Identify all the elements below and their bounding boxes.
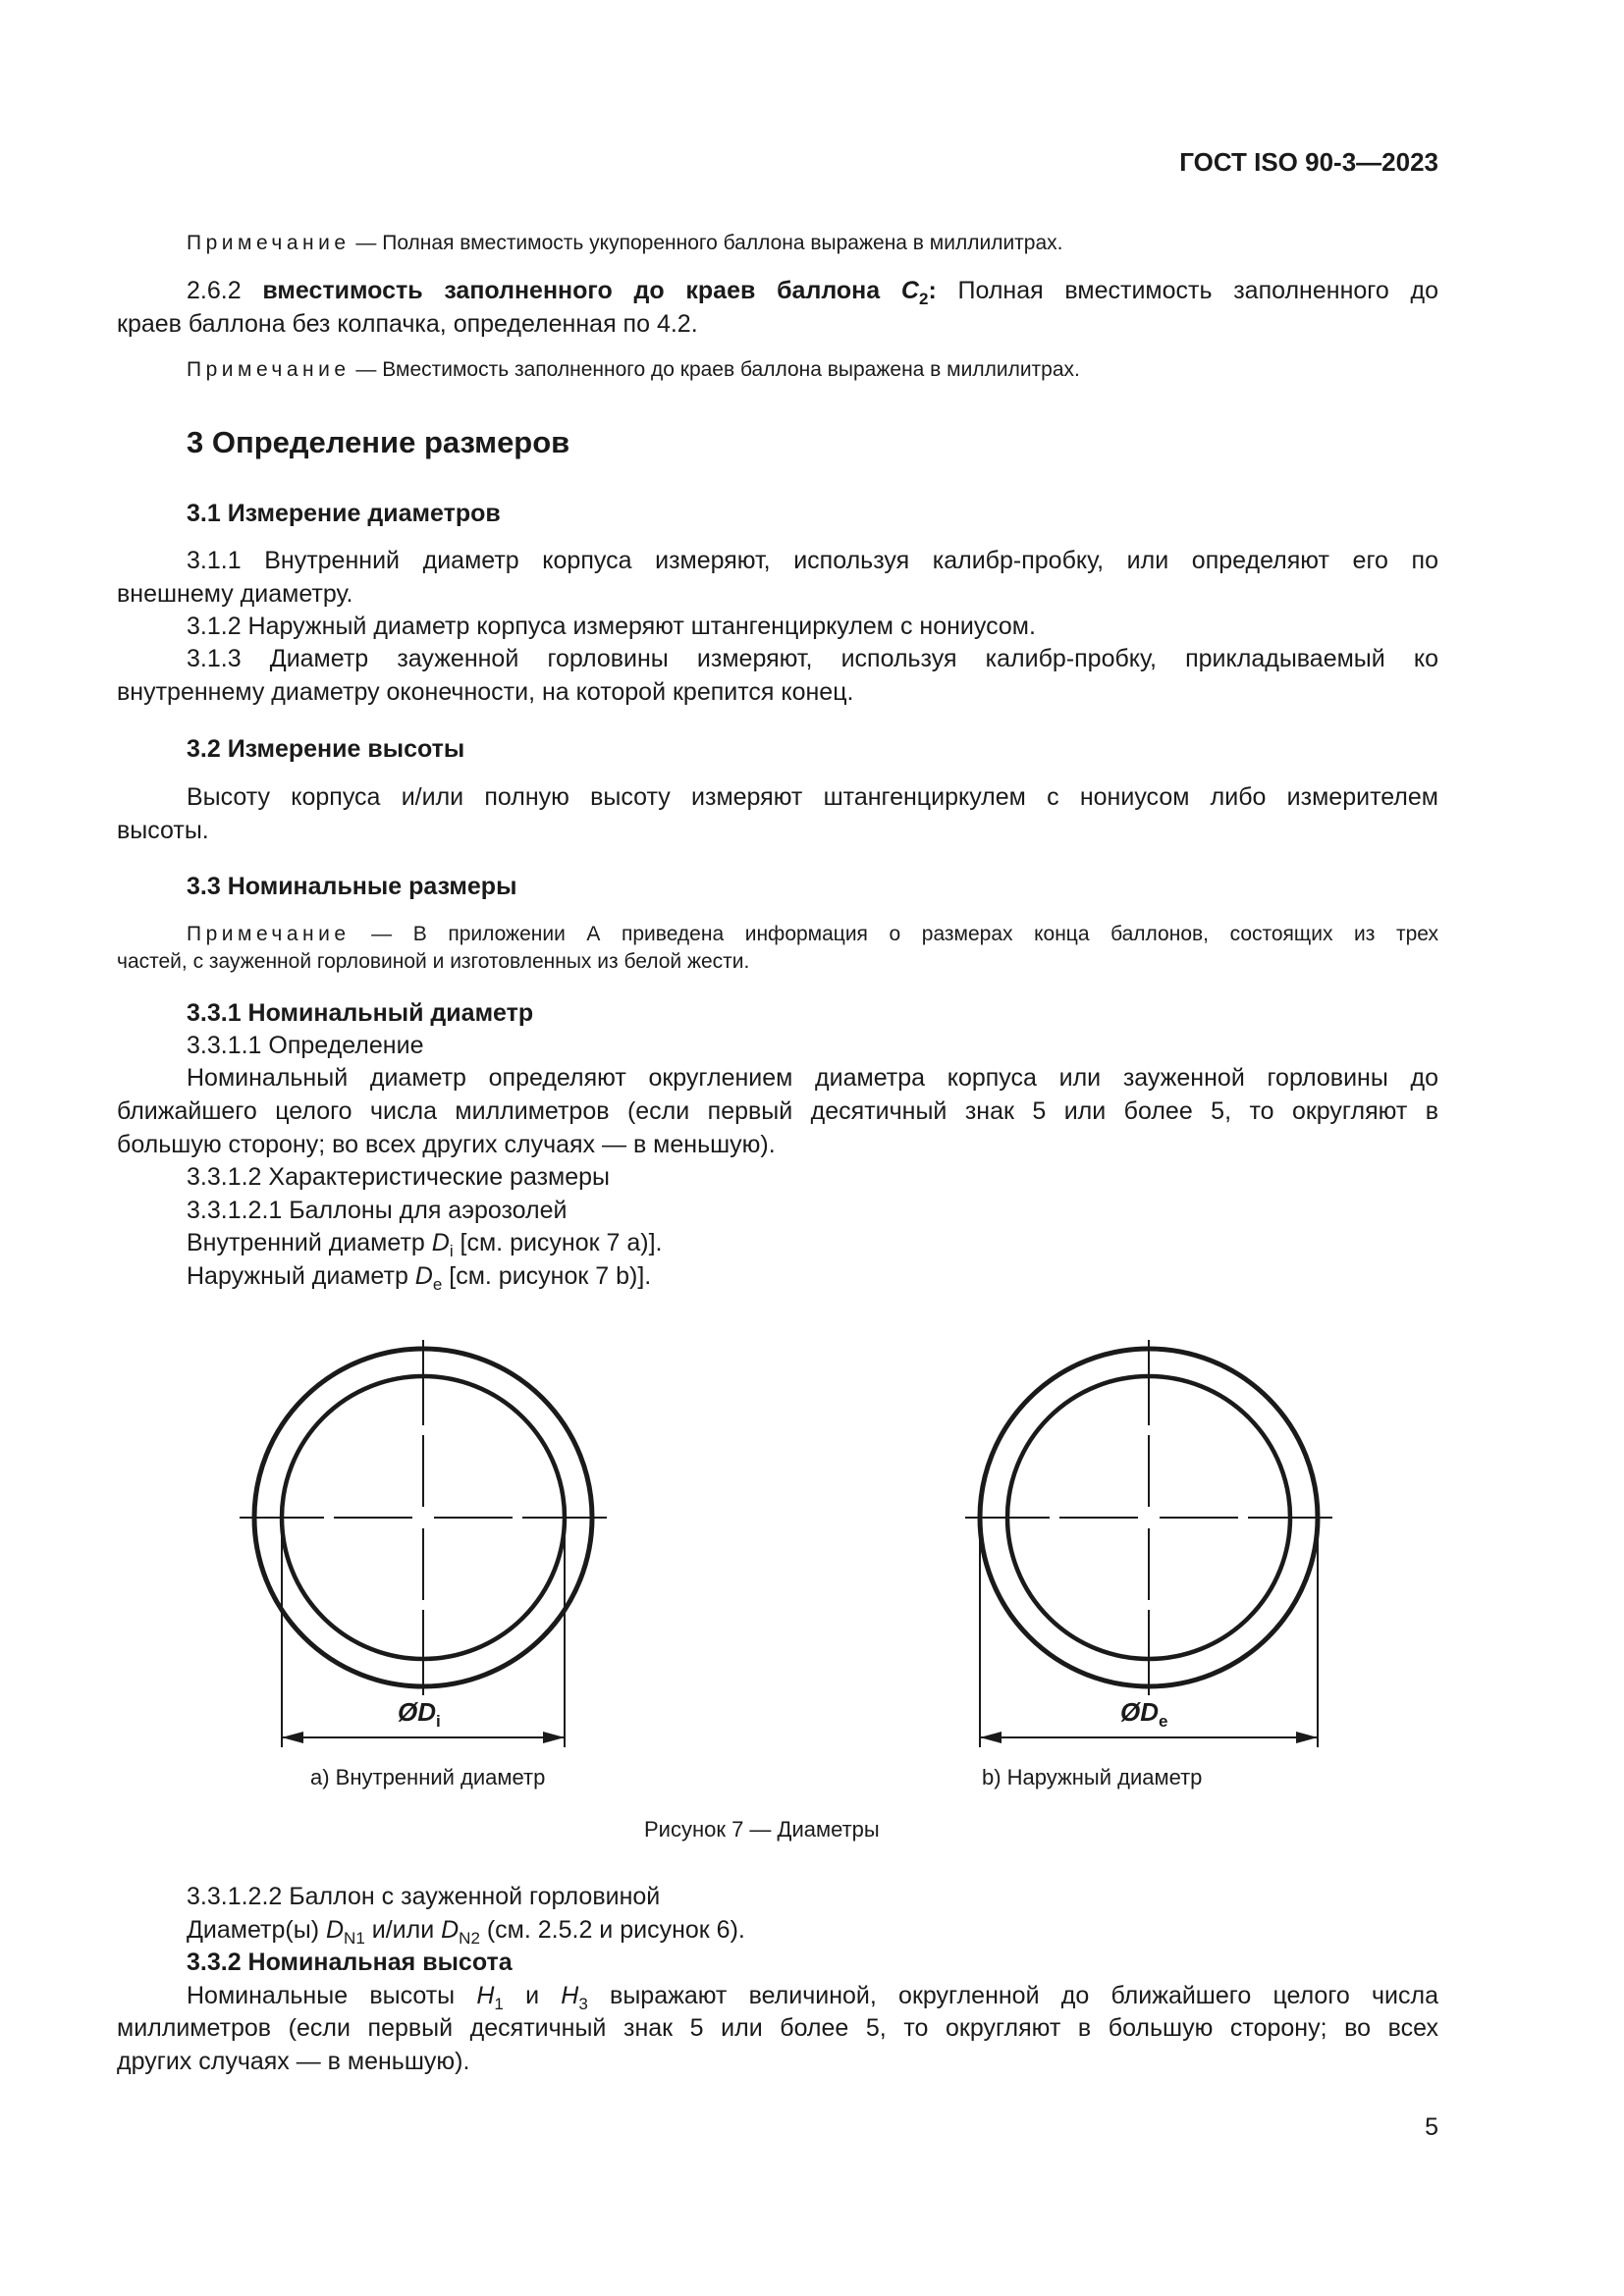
clause-2-6-2-line1: 2.6.2 вместимость заполненного до краев баллона $C_2$: Полная вместимость заполненного до	[187, 277, 1438, 308]
figure-7b-outer-diameter	[965, 1340, 1332, 1747]
section-3-1-title: 3.1 Измерение диаметров	[187, 500, 501, 527]
clause-3-3-1-2-1: 3.3.1.2.1 Баллоны для аэрозолей	[187, 1197, 568, 1224]
nominal-height-line3: других случаях — в меньшую).	[117, 2048, 470, 2075]
caption-figure-7b: b) Наружный диаметр	[982, 1765, 1203, 1789]
arrow-left-b	[980, 1732, 1001, 1743]
definition-line2: ближайшего целого числа миллиметров (если первый десятичный знак 5 или более 5, то округляют в	[117, 1097, 1438, 1125]
clause-3-3-1-1: 3.3.1.1 Определение	[187, 1032, 424, 1059]
dimension-label-di: $ØD_i$	[395, 1695, 444, 1729]
inner-diameter-line: Внутренний диаметр $D_i$ [см. рисунок 7 a)].	[187, 1229, 663, 1260]
arrow-right-b	[1296, 1732, 1318, 1743]
figure-7-title: Рисунок 7 — Диаметры	[644, 1817, 880, 1842]
caption-figure-7a: a) Внутренний диаметр	[310, 1765, 546, 1789]
outer-diameter-line: Наружный диаметр $D_e$ [см. рисунок 7 b)].	[187, 1262, 652, 1294]
page-number: 5	[1425, 2113, 1438, 2141]
nominal-height-line1: Номинальные высоты $H_1$ и $H_3$ выражают величиной, округленной до ближайшего целого числа	[187, 1982, 1439, 2013]
section-3-2-text-line1: Высоту корпуса и/или полную высоту измеряют штангенциркулем с нониусом либо измерителем	[187, 783, 1438, 811]
term: вместимость заполненного до краев баллона	[262, 277, 901, 304]
section-3-3-title: 3.3 Номинальные размеры	[187, 873, 517, 900]
nominal-height-line2: миллиметров (если первый десятичный знак 5 или более 5, то округляют в большую сторону; во всех	[117, 2014, 1438, 2042]
clause-3-3-1-2-2: 3.3.1.2.2 Баллон с зауженной горловиной	[187, 1883, 661, 1910]
note-capacity-brimful: Примечание — Вместимость заполненного до краев баллона выражена в миллилитрах.	[187, 358, 1080, 381]
clause-3-1-3-line1: 3.1.3 Диаметр зауженной горловины измеряют, используя калибр-пробку, прикладываемый ко	[187, 645, 1438, 672]
definition-line1: Номинальный диаметр определяют округлением диаметра корпуса или зауженной горловины до	[187, 1064, 1438, 1092]
clause-3-3-1-2: 3.3.1.2 Характеристические размеры	[187, 1163, 610, 1191]
figure-7a-inner-diameter	[240, 1340, 607, 1747]
arrow-left-a	[282, 1732, 303, 1743]
note-section-3-3-line1: Примечание — В приложении А приведена информация о размерах конца баллонов, состоящих из трех	[187, 923, 1438, 945]
document-number: ГОСТ ISO 90-3—2023	[1179, 147, 1438, 177]
section-3-3-2-title: 3.3.2 Номинальная высота	[187, 1949, 513, 1976]
section-3-2-title: 3.2 Измерение высоты	[187, 735, 465, 763]
section-3-2-text-line2: высоты.	[117, 817, 209, 844]
clause-3-1-2: 3.1.2 Наружный диаметр корпуса измеряют штангенциркулем с нониусом.	[187, 613, 1036, 640]
clause-3-1-1-line2: внешнему диаметру.	[117, 580, 353, 608]
note-label: Примечание	[187, 232, 351, 254]
note-capacity-sealed: Примечание — Полная вместимость укупоренного баллона выражена в миллилитрах.	[187, 232, 1063, 254]
definition-line3: большую сторону; во всех других случаях — в меньшую).	[117, 1131, 776, 1158]
dimension-label-de: $ØD_e$	[1117, 1695, 1170, 1729]
clause-2-6-2-line2: краев баллона без колпачка, определенная по 4.2.	[117, 310, 698, 338]
section-3-title: 3 Определение размеров	[187, 425, 570, 459]
note-section-3-3-line2: частей, с зауженной горловиной и изготовленных из белой жести.	[117, 950, 750, 973]
arrow-right-a	[543, 1732, 565, 1743]
clause-3-1-1-line1: 3.1.1 Внутренний диаметр корпуса измеряют, используя калибр-пробку, или определяют его по	[187, 547, 1438, 574]
clause-3-1-3-line2: внутреннему диаметру оконечности, на которой крепится конец.	[117, 678, 854, 706]
neck-diameter-line: Диаметр(ы) $D_{N1}$ и/или $D_{N2}$ (см. 2.5.2 и рисунок 6).	[187, 1916, 745, 1948]
section-3-3-1-title: 3.3.1 Номинальный диаметр	[187, 999, 534, 1027]
